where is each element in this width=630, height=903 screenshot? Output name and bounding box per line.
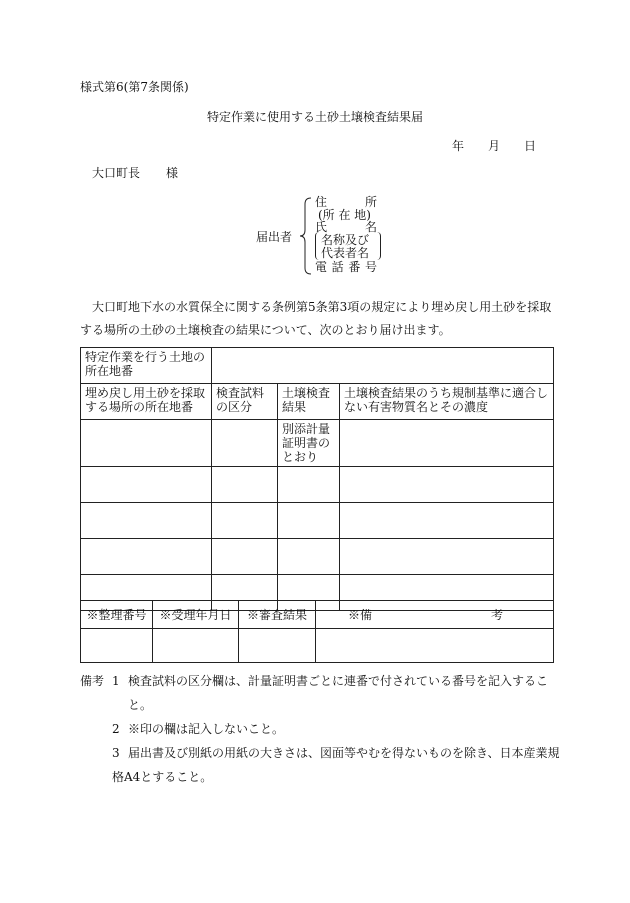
header-collection-site: 埋め戻し用土砂を採取する場所の所在地番 (81, 384, 212, 420)
date-day: 日 (524, 139, 537, 153)
cell-non-compliant[interactable] (340, 539, 554, 575)
header-review-result: ※審査結果 (239, 601, 316, 629)
addressee (92, 164, 178, 181)
cell-collection-site[interactable] (81, 420, 212, 467)
field-representative: 代表者名 (321, 246, 370, 260)
applicant-label: 届出者 (256, 230, 293, 244)
document-title: 特定作業に使用する土砂土壌検査結果届 (206, 110, 423, 124)
cell-non-compliant[interactable] (340, 467, 554, 503)
cell-non-compliant[interactable] (340, 503, 554, 539)
header-sample-class: 検査試料の区分 (212, 384, 278, 420)
cell-sample-class[interactable] (212, 467, 278, 503)
header-remarks: ※備 考 (316, 601, 554, 629)
field-phone: 電 話 番 号 (315, 260, 377, 274)
cell-ref-no[interactable] (81, 629, 153, 663)
left-brace-icon (298, 196, 314, 276)
cell-inspection-result[interactable] (278, 467, 340, 503)
site-location-input[interactable] (212, 348, 554, 384)
cell-collection-site[interactable] (81, 539, 212, 575)
table-row (81, 503, 554, 539)
cell-received-date[interactable] (153, 629, 239, 663)
cell-collection-site[interactable] (81, 467, 212, 503)
notes-heading: 備考 (80, 674, 105, 688)
cell-sample-class[interactable] (212, 539, 278, 575)
header-ref-no: ※整理番号 (81, 601, 153, 629)
cell-remarks[interactable] (316, 629, 554, 663)
header-non-compliant: 土壌検査結果のうち規制基準に適合しない有害物質名とその濃度 (340, 384, 554, 420)
cell-inspection-result[interactable] (278, 503, 340, 539)
field-location: (所 在 地) (318, 208, 371, 222)
table-row (81, 467, 554, 503)
cell-review-result[interactable] (239, 629, 316, 663)
cell-collection-site[interactable] (81, 503, 212, 539)
table-row (81, 539, 554, 575)
addressee-honorific: 様 (166, 166, 179, 180)
field-address: 住 所 (315, 195, 377, 209)
cell-sample-class[interactable] (212, 503, 278, 539)
list-item: 3 届出書及び別紙の用紙の大きさは、図面等やむを得ないものを除き、日本産業規 (112, 746, 560, 760)
note-continuation: 格A4とすること。 (112, 770, 213, 784)
cell-attached-note: 別添計量証明書のとおり (278, 420, 340, 467)
form-number: 様式第6(第7条関係) (80, 80, 189, 94)
date-line (452, 137, 536, 154)
date-month: 月 (488, 139, 501, 153)
cell-sample-class[interactable] (212, 420, 278, 467)
header-inspection-result: 土壌検査結果 (278, 384, 340, 420)
table-row (81, 420, 554, 467)
inspection-table (80, 347, 554, 611)
notes-section (80, 669, 560, 789)
header-received-date: ※受理年月日 (153, 601, 239, 629)
site-location-label: 特定作業を行う土地の所在地番 (81, 348, 212, 384)
office-use-table (80, 600, 554, 663)
list-item: 2 ※印の欄は記入しないこと。 (112, 722, 285, 736)
field-corp-name: 名称及び (321, 233, 370, 247)
intro-paragraph: 大口町地下水の水質保全に関する条例第5条第3項の規定により埋め戻し用土砂を採取する場所の土砂の土壌検査の結果について、次のとおり届け出ます。 (80, 300, 552, 337)
cell-non-compliant[interactable] (340, 420, 554, 467)
date-year: 年 (452, 139, 465, 153)
list-item: 備考 1 検査試料の区分欄は、計量証明書ごとに連番で付されている番号を記入すること。 (80, 669, 560, 717)
field-name: 氏 名 (315, 220, 377, 234)
cell-inspection-result[interactable] (278, 539, 340, 575)
addressee-name: 大口町長 (92, 166, 141, 180)
